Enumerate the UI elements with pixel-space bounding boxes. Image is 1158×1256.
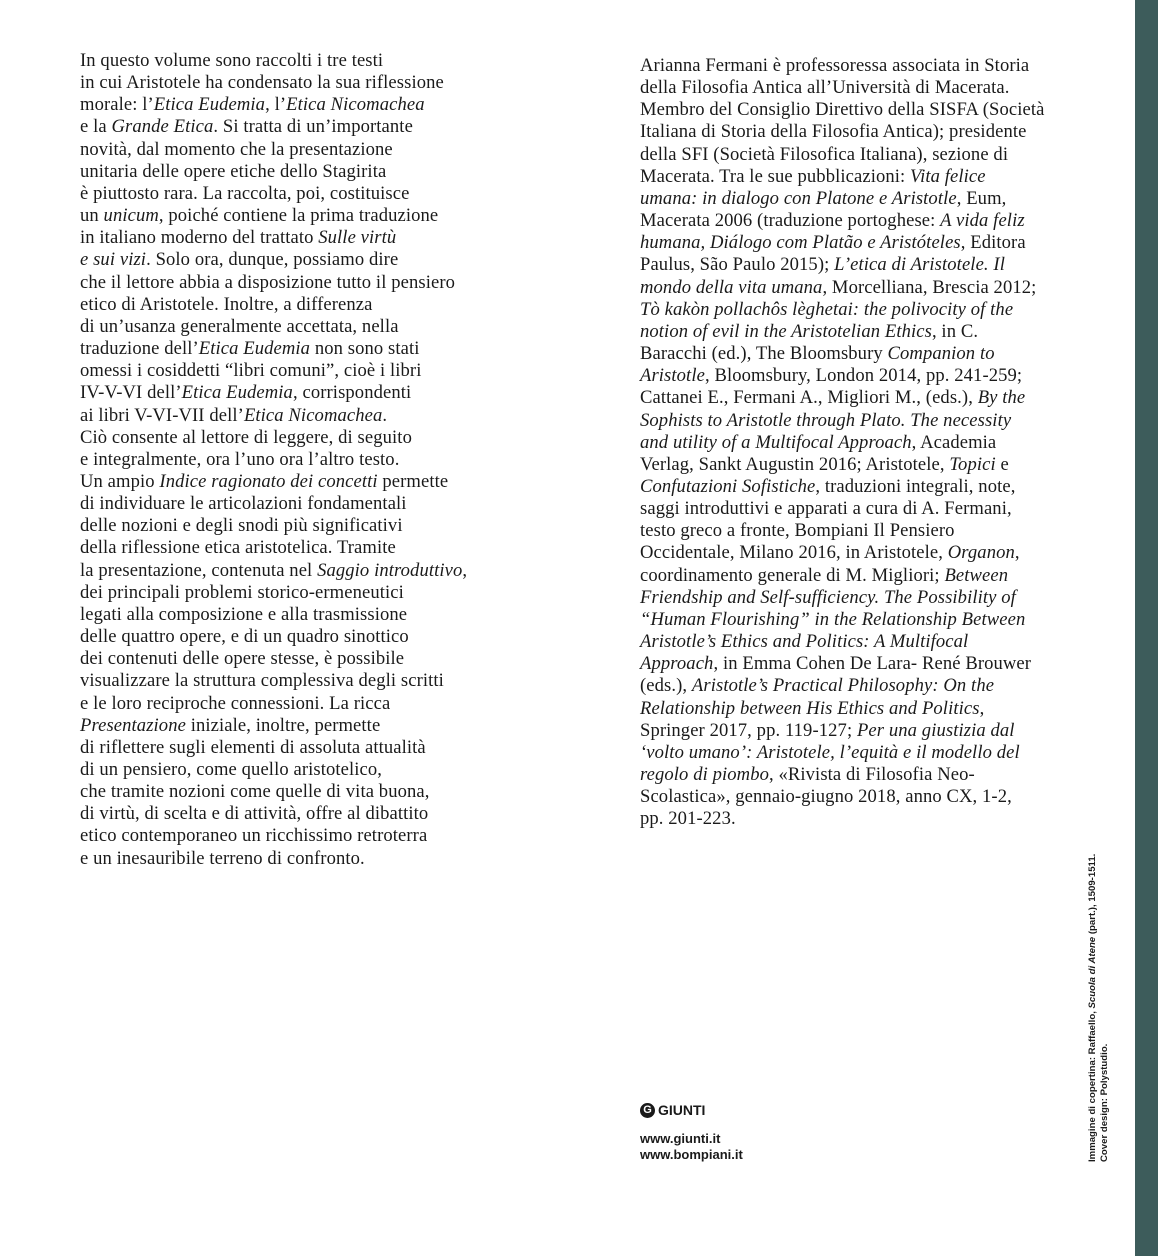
- bio-line: humana, Diálogo com Platão e Aristóteles, Editora: [640, 232, 1026, 254]
- bio-line: [640, 299, 1060, 321]
- italic-title: Indice ragionato dei concetti: [159, 470, 378, 492]
- synopsis-line: di individuare le articolazioni fondamentali: [80, 493, 407, 515]
- synopsis-line: in cui Aristotele ha condensato la sua riflessione: [80, 72, 444, 94]
- bio-line: Aristotle, Bloomsbury, London 2014, pp. 241-259;: [640, 365, 1023, 387]
- italic-title: ‘volto umano’: Aristotele, l’equità e il modello del: [640, 741, 1020, 763]
- italic-title: Etica Eudemia: [181, 382, 293, 404]
- synopsis-line: IV-V-VI dell’Etica Eudemia, corrispondenti: [80, 382, 412, 404]
- italic-title: “Human Flourishing” in the Relationship Between: [640, 608, 1026, 630]
- synopsis-line: di un pensiero, come quello aristotelico,: [80, 759, 383, 780]
- bio-line: pp. 201-223.: [640, 808, 736, 830]
- italic-title: Etica Nicomachea: [286, 94, 425, 116]
- italic-title: Sulle virtù: [318, 227, 397, 249]
- bio-line: Paulus, São Paulo 2015); L’etica di Aristotele. Il: [640, 254, 1005, 276]
- spine-color-band: [1135, 0, 1158, 1256]
- italic-title: Confutazioni Sofistiche: [640, 475, 816, 497]
- italic-title: Sophists to Aristotle through Plato. The necessity: [640, 409, 1012, 431]
- publisher-name: GIUNTI: [658, 1102, 706, 1118]
- synopsis-line: delle quattro opere, e di un quadro sinottico: [80, 626, 409, 648]
- synopsis-line: di virtù, di scelta e di attività, offre al dibattito: [80, 803, 429, 825]
- synopsis-line: novità, dal momento che la presentazione: [80, 138, 393, 160]
- bio-line: Macerata 2006 (traduzione portoghese: A vida feliz: [640, 210, 1025, 232]
- synopsis-line: è piuttosto rara. La raccolta, poi, costituisce: [80, 182, 410, 204]
- bio-line: regolo di piombo, «Rivista di Filosofia Neo-: [640, 764, 975, 785]
- bio-line: [640, 410, 1060, 432]
- synopsis-line: delle nozioni e degli snodi più significativi: [80, 515, 403, 537]
- giunti-url-link[interactable]: www.giunti.it: [640, 1131, 721, 1146]
- italic-title: Companion to: [887, 343, 995, 365]
- synopsis-line: e un inesauribile terreno di confronto.: [80, 847, 365, 869]
- italic-title: Friendship and Self-sufficiency. The Possibility of: [640, 586, 1016, 608]
- bio-line: Occidentale, Milano 2016, in Aristotele, Organon,: [640, 542, 1020, 564]
- italic-title: Approach: [640, 653, 714, 675]
- synopsis-line: legati alla composizione e alla trasmissione: [80, 603, 408, 625]
- synopsis-line: che il lettore abbia a disposizione tutto il pensiero: [80, 271, 456, 293]
- bio-line: Relationship between His Ethics and Politics,: [640, 697, 985, 719]
- bio-line: Cattanei E., Fermani A., Migliori M., (eds.), By the: [640, 387, 1026, 409]
- italic-title: mondo della vita umana: [640, 276, 823, 298]
- synopsis-line: e sui vizi. Solo ora, dunque, possiamo dire: [80, 249, 399, 271]
- synopsis-line: dei principali problemi storico-ermeneutici: [80, 581, 404, 603]
- giunti-logo-icon: G: [640, 1103, 655, 1118]
- synopsis-line: Presentazione iniziale, inoltre, permette: [80, 714, 381, 736]
- italic-title: A vida feliz: [940, 210, 1025, 232]
- synopsis-line: un unicum, poiché contiene la prima traduzione: [80, 205, 439, 227]
- bio-line: Italiana di Storia della Filosofia Antica); presidente: [640, 121, 1027, 143]
- italic-title: Per una giustizia dal: [856, 719, 1015, 741]
- synopsis-line: ai libri V-VI-VII dell’Etica Nicomachea.: [80, 404, 388, 426]
- bio-line: Approach, in Emma Cohen De Lara- René Brouwer: [640, 653, 1032, 675]
- synopsis-line: morale: l’Etica Eudemia, l’Etica Nicomachea: [80, 94, 425, 116]
- synopsis-line: dei contenuti delle opere stesse, è possibile: [80, 648, 405, 670]
- synopsis-line: Ciò consente al lettore di leggere, di seguito: [80, 426, 412, 448]
- bio-line: (eds.), Aristotle’s Practical Philosophy: On the: [640, 675, 995, 697]
- italic-title: Topici: [949, 453, 996, 475]
- credit-line: Cover design: Polystudio.: [1099, 1043, 1110, 1162]
- bio-line: Macerata. Tra le sue pubblicazioni: Vita felice: [640, 165, 986, 187]
- synopsis-line: traduzione dell’Etica Eudemia non sono stati: [80, 338, 420, 360]
- bompiani-url-link[interactable]: www.bompiani.it: [640, 1147, 743, 1162]
- bio-line: Scolastica», gennaio-giugno 2018, anno CX, 1-2,: [640, 786, 1012, 808]
- bio-line: [640, 609, 1060, 631]
- bio-line: mondo della vita umana, Morcelliana, Brescia 2012;: [640, 276, 1037, 298]
- credit-line: Immagine di copertina: Raffaello, Scuola di Atene (part.), 1509-1511.: [1087, 853, 1098, 1162]
- italic-title: Etica Eudemia: [198, 338, 311, 360]
- italic-title: Aristotle’s Ethics and Politics: A Multifocal: [640, 631, 969, 653]
- bio-line: notion of evil in the Aristotelian Ethics, in C.: [640, 320, 979, 342]
- italic-title: Relationship between His Ethics and Politics: [640, 697, 980, 719]
- synopsis-line: di riflettere sugli elementi di assoluta attualità: [80, 736, 426, 758]
- bio-line: Arianna Fermani è professoressa associata in Storia: [640, 55, 1030, 76]
- italic-title: and utility of a Multifocal Approach: [640, 431, 912, 453]
- italic-title: Presentazione: [80, 714, 186, 736]
- synopsis-line: della riflessione etica aristotelica. Tramite: [80, 537, 396, 559]
- synopsis-line: omessi i cosiddetti “libri comuni”, cioè i libri: [80, 360, 422, 382]
- italic-title: Etica Eudemia: [153, 94, 266, 116]
- synopsis-line: la presentazione, contenuta nel Saggio introduttivo,: [80, 559, 468, 581]
- italic-title: regolo di piombo: [640, 764, 769, 785]
- italic-title: Aristotle: [640, 365, 705, 387]
- synopsis-line: In questo volume sono raccolti i tre testi: [80, 50, 384, 71]
- bio-line: testo greco a fronte, Bompiani Il Pensiero: [640, 520, 955, 542]
- italic-title: notion of evil in the Aristotelian Ethics: [640, 320, 932, 342]
- italic-title: e sui vizi: [80, 249, 147, 271]
- italic-title: Aristotle’s Practical Philosophy: On the: [691, 675, 995, 697]
- synopsis-column: [80, 50, 540, 870]
- italic-title: Grande Etica: [111, 116, 214, 138]
- bio-line: Membro del Consiglio Direttivo della SISFA (Società: [640, 99, 1045, 121]
- synopsis-line: che tramite nozioni come quelle di vita buona,: [80, 781, 430, 803]
- publisher-logo: [640, 1102, 705, 1118]
- italic-title: unicum: [103, 205, 159, 227]
- italic-title: Saggio introduttivo: [317, 559, 463, 581]
- author-bio-column: [640, 55, 1060, 830]
- italic-title: Scuola di Atene: [1087, 936, 1098, 1009]
- synopsis-line: etico contemporaneo un ricchissimo retroterra: [80, 825, 428, 847]
- bio-line: [640, 587, 1060, 609]
- italic-title: Tò kakòn pollachôs lèghetai: the polivocity of the: [640, 298, 1014, 320]
- synopsis-line: e integralmente, ora l’uno ora l’altro testo.: [80, 448, 400, 470]
- synopsis-line: unitaria delle opere etiche dello Stagirita: [80, 160, 387, 182]
- synopsis-line: e le loro reciproche connessioni. La ricca: [80, 692, 391, 714]
- bio-line: [640, 742, 1060, 764]
- italic-title: Between: [944, 564, 1009, 586]
- bio-line: della SFI (Società Filosofica Italiana), sezione di: [640, 143, 1009, 165]
- italic-title: Organon: [947, 542, 1015, 564]
- synopsis-line: visualizzare la struttura complessiva degli scritti: [80, 670, 444, 692]
- bio-line: della Filosofia Antica all’Università di Macerata.: [640, 77, 1010, 99]
- italic-title: umana: in dialogo con Platone e Aristotle: [640, 187, 957, 209]
- bio-line: and utility of a Multifocal Approach, Academia: [640, 431, 997, 453]
- bio-line: Confutazioni Sofistiche, traduzioni integrali, note,: [640, 475, 1016, 497]
- synopsis-line: Un ampio Indice ragionato dei concetti permette: [80, 470, 449, 492]
- italic-title: Vita felice: [910, 165, 986, 187]
- italic-title: humana, Diálogo com Platão e Aristóteles: [640, 232, 961, 254]
- publisher-urls: [640, 1131, 743, 1163]
- synopsis-line: e la Grande Etica. Si tratta di un’importante: [80, 116, 413, 138]
- italic-title: L’etica di Aristotele. Il: [834, 254, 1005, 276]
- synopsis-line: etico di Aristotele. Inoltre, a differenza: [80, 293, 373, 315]
- bio-line: Verlag, Sankt Augustin 2016; Aristotele, Topici e: [640, 453, 1009, 475]
- bio-line: saggi introduttivi e apparati a cura di A. Fermani,: [640, 498, 1012, 520]
- bio-line: [640, 631, 1060, 653]
- bio-line: umana: in dialogo con Platone e Aristotle, Eum,: [640, 187, 1007, 209]
- italic-title: By the: [977, 387, 1026, 409]
- cover-credits: [1087, 854, 1111, 1162]
- bio-line: Springer 2017, pp. 119-127; Per una giustizia dal: [640, 719, 1015, 741]
- synopsis-line: in italiano moderno del trattato Sulle virtù: [80, 227, 397, 249]
- synopsis-line: di un’usanza generalmente accettata, nella: [80, 315, 399, 337]
- bio-line: coordinamento generale di M. Migliori; Between: [640, 564, 1009, 586]
- italic-title: Etica Nicomachea: [243, 404, 383, 426]
- bio-line: Baracchi (ed.), The Bloomsbury Companion to: [640, 343, 995, 365]
